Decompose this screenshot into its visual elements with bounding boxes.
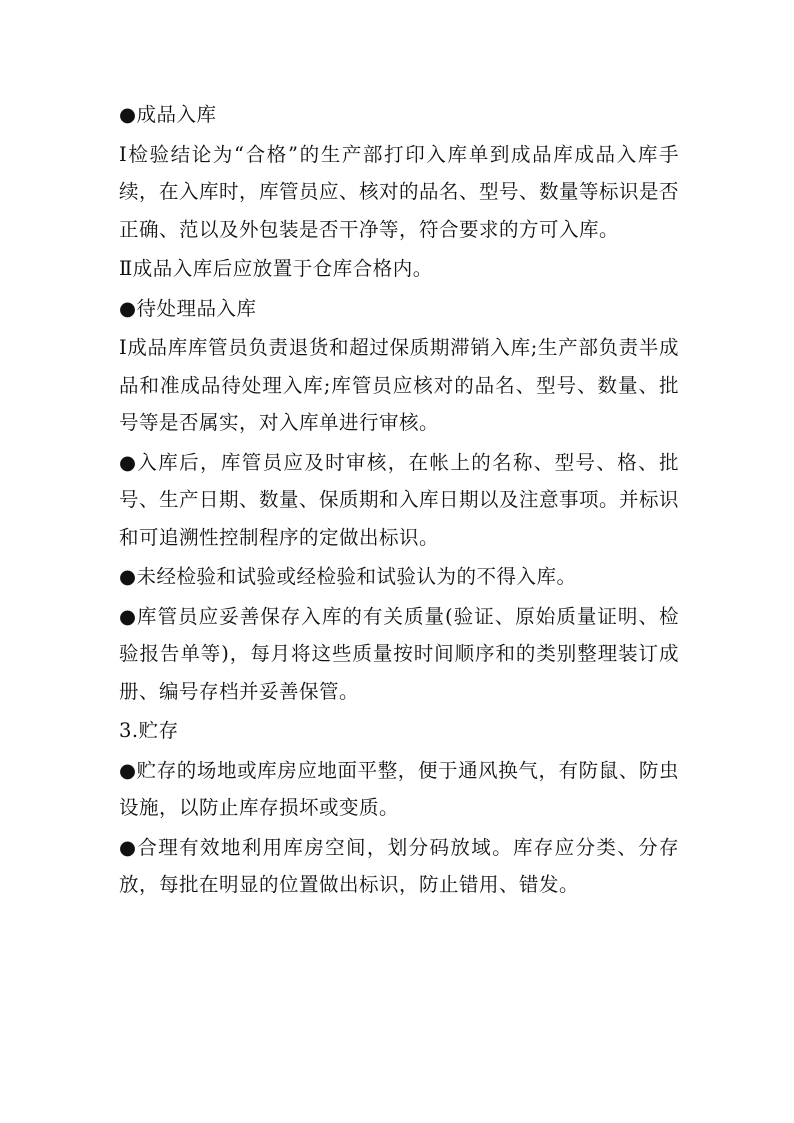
paragraph-post-inbound-audit: ●入库后，库管员应及时审核，在帐上的名称、型号、格、批号、生产日期、数量、保质期和入库日期以及注意事项。并标识和可追溯性控制程序的定做出标识。: [119, 450, 680, 549]
heading-storage: 3.贮存: [119, 719, 179, 742]
paragraph-space-usage: ●合理有效地利用库房空间，划分码放域。库存应分类、分存放，每批在明显的位置做出标识，防止错用、错发。: [119, 835, 679, 896]
paragraph-no-uninspected-entry: ●未经检验和试验或经检验和试验认为的不得入库。: [119, 565, 577, 588]
paragraph-returns-handling: Ⅰ成品库库管员负责退货和超过保质期滞销入库;生产部负责半成品和准成品待处理入库;库管员应核对的品名、型号、数量、批号等是否属实，对入库单进行审核。: [119, 336, 679, 434]
document-page: [119, 96, 679, 906]
paragraph-storage-site: ●贮存的场地或库房应地面平整，便于通风换气，有防鼠、防虫设施，以防止库存损坏或变质。: [119, 758, 679, 819]
paragraph-storage-placement: Ⅱ成品入库后应放置于仓库合格内。: [119, 257, 433, 280]
heading-pending-goods-inbound: ●待处理品入库: [119, 296, 257, 320]
paragraph-record-keeping: ●库管员应妥善保存入库的有关质量(验证、原始质量证明、检验报告单等)，每月将这些质量按时间顺序和的类别整理装订成册、编号存档并妥善保管。: [119, 604, 679, 703]
paragraph-inspection-conclusion: Ⅰ检验结论为“合格”的生产部打印入库单到成品库成品入库手续，在入库时，库管员应、核对的品名、型号、数量等标识是否正确、范以及外包装是否干净等，符合要求的方可入库。: [119, 142, 680, 241]
heading-finished-goods-inbound: ●成品入库: [119, 103, 217, 126]
